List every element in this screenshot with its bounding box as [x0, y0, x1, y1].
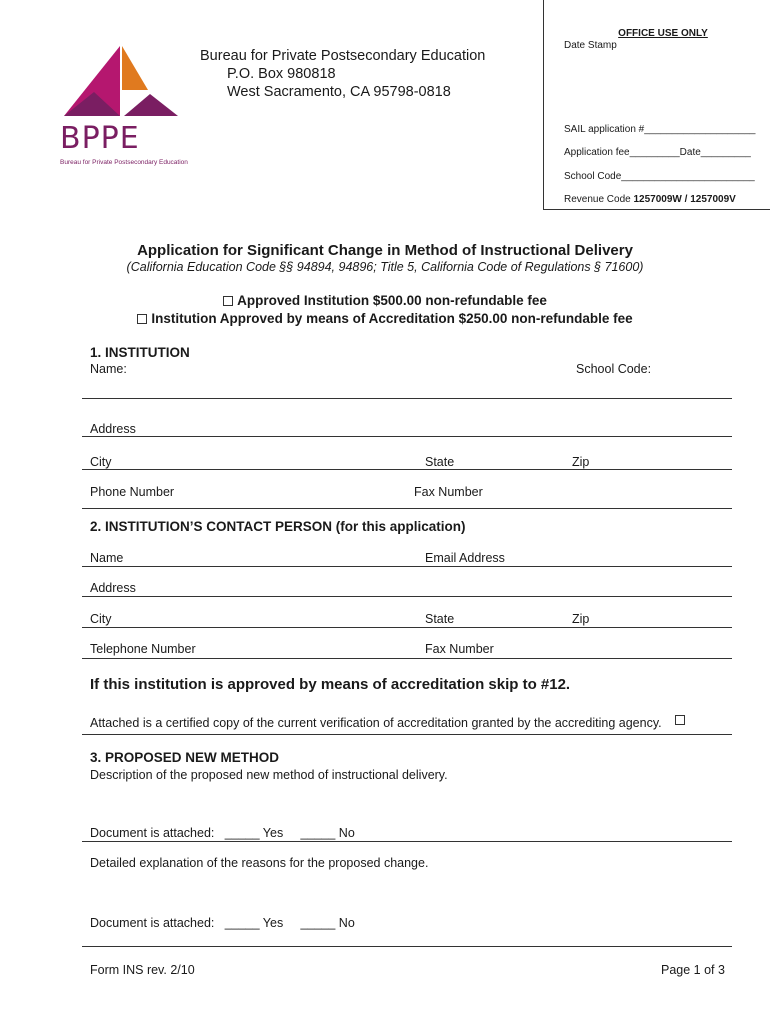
section-1-heading: 1. INSTITUTION: [90, 345, 190, 360]
form-subtitle: (California Education Code §§ 94894, 94896; Title 5, California Code of Regulations § 71600): [126, 260, 644, 274]
fee-accreditation-checkbox[interactable]: [137, 314, 147, 324]
institution-fax-label: Fax Number: [414, 485, 483, 499]
date-stamp-label: Date Stamp: [564, 40, 617, 51]
application-fee-field: Application fee_________Date_________: [564, 147, 751, 158]
accreditation-attached-label: Attached is a certified copy of the current verification of accreditation granted by the accrediting agency.: [90, 716, 662, 730]
section-2-heading: 2. INSTITUTION’S CONTACT PERSON (for this application): [90, 519, 466, 534]
method-document-attached[interactable]: Document is attached: _____ Yes _____ No: [90, 826, 355, 840]
sail-application-field: SAIL application #____________________: [564, 124, 756, 135]
contact-name-email-field[interactable]: [82, 566, 732, 567]
office-use-box: [543, 0, 770, 210]
fee-accreditation-label: Institution Approved by means of Accreditation $250.00 non-refundable fee: [151, 311, 633, 326]
institution-zip-label: Zip: [572, 455, 590, 469]
institution-phone-label: Phone Number: [90, 485, 175, 499]
institution-name-label: Name:: [90, 362, 127, 376]
institution-state-label: State: [425, 455, 455, 469]
institution-name-field[interactable]: [82, 398, 732, 399]
method-document-rule: [82, 841, 732, 842]
explanation-document-rule: [82, 946, 732, 947]
contact-city-label: City: [90, 612, 112, 626]
fee-option-accreditation: [0, 311, 770, 326]
form-id: Form INS rev. 2/10: [90, 963, 195, 977]
contact-zip-label: Zip: [572, 612, 590, 626]
form-title: Application for Significant Change in Method of Instructional Delivery: [137, 242, 633, 259]
logo-caption: Bureau for Private Postsecondary Education: [60, 159, 188, 166]
contact-email-label: Email Address: [425, 551, 505, 565]
contact-phone-label: Telephone Number: [90, 642, 196, 656]
contact-address-field[interactable]: [82, 596, 732, 597]
office-school-code-field: School Code________________________: [564, 171, 755, 182]
accreditation-skip-note: If this institution is approved by means of accreditation skip to #12.: [90, 676, 571, 693]
revenue-code-label: Revenue Code: [564, 194, 631, 205]
school-code-label: School Code:: [576, 362, 652, 376]
institution-city-state-zip-field[interactable]: [82, 469, 732, 470]
revenue-code: [564, 194, 736, 205]
address-line-1: Bureau for Private Postsecondary Education: [200, 48, 486, 64]
fee-approved-label: Approved Institution $500.00 non-refundable fee: [237, 293, 547, 308]
contact-fax-label: Fax Number: [425, 642, 494, 656]
section-3-heading: 3. PROPOSED NEW METHOD: [90, 750, 280, 765]
contact-city-state-zip-field[interactable]: [82, 627, 732, 628]
contact-address-label: Address: [90, 581, 136, 595]
institution-address-field[interactable]: [82, 436, 732, 437]
bppe-logo: [58, 44, 188, 174]
contact-state-label: State: [425, 612, 455, 626]
address-line-2: P.O. Box 980818: [227, 66, 336, 82]
bppe-logo-graphic: [58, 44, 188, 174]
accreditation-rule: [82, 734, 732, 735]
contact-phone-fax-field[interactable]: [82, 658, 732, 659]
institution-phone-fax-field[interactable]: [82, 508, 732, 509]
change-explanation-label: Detailed explanation of the reasons for the proposed change.: [90, 856, 429, 870]
office-use-title: OFFICE USE ONLY: [618, 28, 708, 39]
institution-address-label: Address: [90, 422, 136, 436]
address-line-3: West Sacramento, CA 95798-0818: [227, 84, 451, 100]
page-number: Page 1 of 3: [661, 963, 725, 977]
institution-city-label: City: [90, 455, 112, 469]
logo-text: BPPE: [60, 121, 140, 156]
revenue-code-value: 1257009W / 1257009V: [633, 194, 736, 205]
accreditation-attached-checkbox[interactable]: [675, 715, 685, 725]
explanation-document-attached[interactable]: Document is attached: _____ Yes _____ No: [90, 916, 355, 930]
fee-option-approved: [0, 293, 770, 308]
fee-approved-checkbox[interactable]: [223, 296, 233, 306]
proposed-method-description-label: Description of the proposed new method of instructional delivery.: [90, 768, 448, 782]
contact-name-label: Name: [90, 551, 124, 565]
